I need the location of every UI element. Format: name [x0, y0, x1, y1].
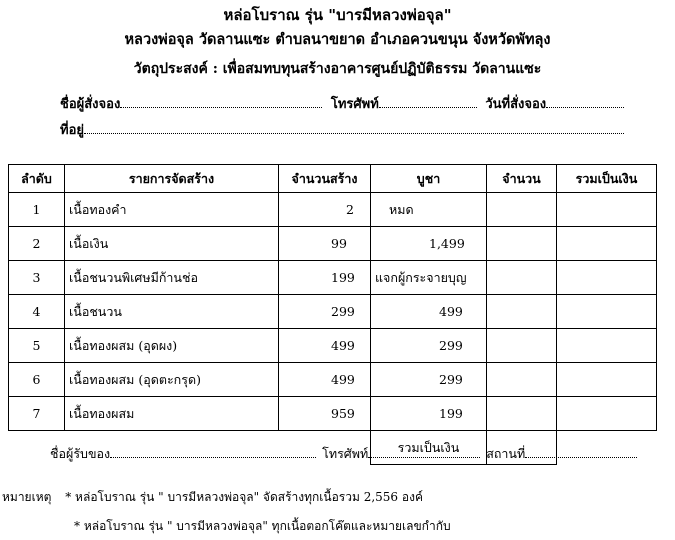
table-row	[9, 295, 657, 329]
col-header-price: บูชา	[371, 165, 487, 193]
col-header-no: ลำดับ	[9, 165, 65, 193]
address-label: ที่อยู่	[60, 123, 84, 138]
row-produced: 2	[279, 193, 371, 227]
row-produced: 99	[279, 227, 371, 261]
phone-label: โทรศัพท์	[330, 97, 379, 112]
row-quantity-cell[interactable]	[487, 329, 557, 363]
row-price: แจกผู้กระจายบุญ	[371, 261, 487, 295]
receiver-phone-label: โทรศัพท์	[322, 446, 369, 461]
order-date-label: วันที่สั่งจอง	[485, 97, 547, 112]
row-total-cell[interactable]	[557, 261, 657, 295]
order-date-field[interactable]	[546, 96, 624, 108]
row-quantity-cell[interactable]	[487, 295, 557, 329]
orderer-label: ชื่อผู้สั่งจอง	[60, 97, 121, 112]
table-row	[9, 261, 657, 295]
row-item: เนื้อชนวนพิเศษมีก้านช่อ	[65, 261, 279, 295]
orderer-name-field[interactable]	[120, 96, 322, 108]
row-quantity-cell[interactable]	[487, 227, 557, 261]
row-total-cell[interactable]	[557, 363, 657, 397]
row-total-cell[interactable]	[557, 397, 657, 431]
note-1-text: * หล่อโบราณ รุ่น " บารมีหลวงพ่อจุล" จัดสร้างทุกเนื้อรวม 2,556 องค์	[65, 490, 423, 504]
note-2	[74, 517, 451, 536]
receiver-row	[50, 444, 637, 464]
orderer-row	[60, 93, 624, 114]
table-row	[9, 227, 657, 261]
row-quantity-cell[interactable]	[487, 261, 557, 295]
row-price: 299	[371, 363, 487, 397]
col-header-item: รายการจัดสร้าง	[65, 165, 279, 193]
row-no: 3	[9, 261, 65, 295]
row-no: 4	[9, 295, 65, 329]
receiver-name-label: ชื่อผู้รับของ	[50, 446, 111, 461]
row-total-cell[interactable]	[557, 193, 657, 227]
row-no: 2	[9, 227, 65, 261]
address-field[interactable]	[84, 122, 624, 134]
row-total-cell[interactable]	[557, 227, 657, 261]
purpose-line: วัตถุประสงค์ : เพื่อสมทบทุนสร้างอาคารศูนย์ปฏิบัติธรรม วัดลานแซะ	[133, 61, 542, 77]
document-title: หล่อโบราณ รุ่น "บารมีหลวงพ่อจุล"	[223, 6, 452, 24]
row-total-cell[interactable]	[557, 295, 657, 329]
table-row	[9, 397, 657, 431]
row-item: เนื้อทองผสม (อุดตะกรุด)	[65, 363, 279, 397]
col-header-quantity: จำนวน	[487, 165, 557, 193]
notes-label: หมายเหตุ	[2, 490, 52, 504]
phone-field[interactable]	[379, 96, 477, 108]
row-produced: 959	[279, 397, 371, 431]
row-total-cell[interactable]	[557, 329, 657, 363]
receiver-place-field[interactable]	[525, 446, 637, 458]
col-header-produced: จำนวนสร้าง	[279, 165, 371, 193]
row-price: 299	[371, 329, 487, 363]
receiver-place-label: สถานที่	[486, 446, 526, 461]
row-price: 199	[371, 397, 487, 431]
row-no: 1	[9, 193, 65, 227]
row-no: 6	[9, 363, 65, 397]
row-no: 7	[9, 397, 65, 431]
row-produced: 299	[279, 295, 371, 329]
row-quantity-cell[interactable]	[487, 397, 557, 431]
row-price: 1,499	[371, 227, 487, 261]
receiver-name-field[interactable]	[110, 446, 316, 458]
address-row	[60, 119, 624, 140]
row-quantity-cell[interactable]	[487, 193, 557, 227]
note-2-text: * หล่อโบราณ รุ่น " บารมีหลวงพ่อจุล" ทุกเนื้อตอกโค๊ตและหมายเลขกำกับ	[74, 519, 451, 533]
row-quantity-cell[interactable]	[487, 363, 557, 397]
row-item: เนื้อเงิน	[65, 227, 279, 261]
row-item: เนื้อทองผสม (อุดผง)	[65, 329, 279, 363]
col-header-total: รวมเป็นเงิน	[557, 165, 657, 193]
row-item: เนื้อทองคำ	[65, 193, 279, 227]
temple-info: หลวงพ่อจุล วัดลานแซะ ตำบลนาขยาด อำเภอควนขนุน จังหวัดพัทลุง	[124, 31, 551, 48]
receiver-phone-field[interactable]	[368, 446, 480, 458]
row-produced: 499	[279, 363, 371, 397]
row-no: 5	[9, 329, 65, 363]
grand-total-label: รวมเป็นเงิน	[371, 431, 487, 465]
note-1	[2, 488, 423, 507]
row-price: 499	[371, 295, 487, 329]
table-header-row	[9, 165, 657, 193]
table-row	[9, 329, 657, 363]
row-price: หมด	[371, 193, 487, 227]
row-item: เนื้อทองผสม	[65, 397, 279, 431]
table-row	[9, 193, 657, 227]
table-row	[9, 363, 657, 397]
row-item: เนื้อชนวน	[65, 295, 279, 329]
row-produced: 199	[279, 261, 371, 295]
order-table	[8, 164, 657, 465]
row-produced: 499	[279, 329, 371, 363]
